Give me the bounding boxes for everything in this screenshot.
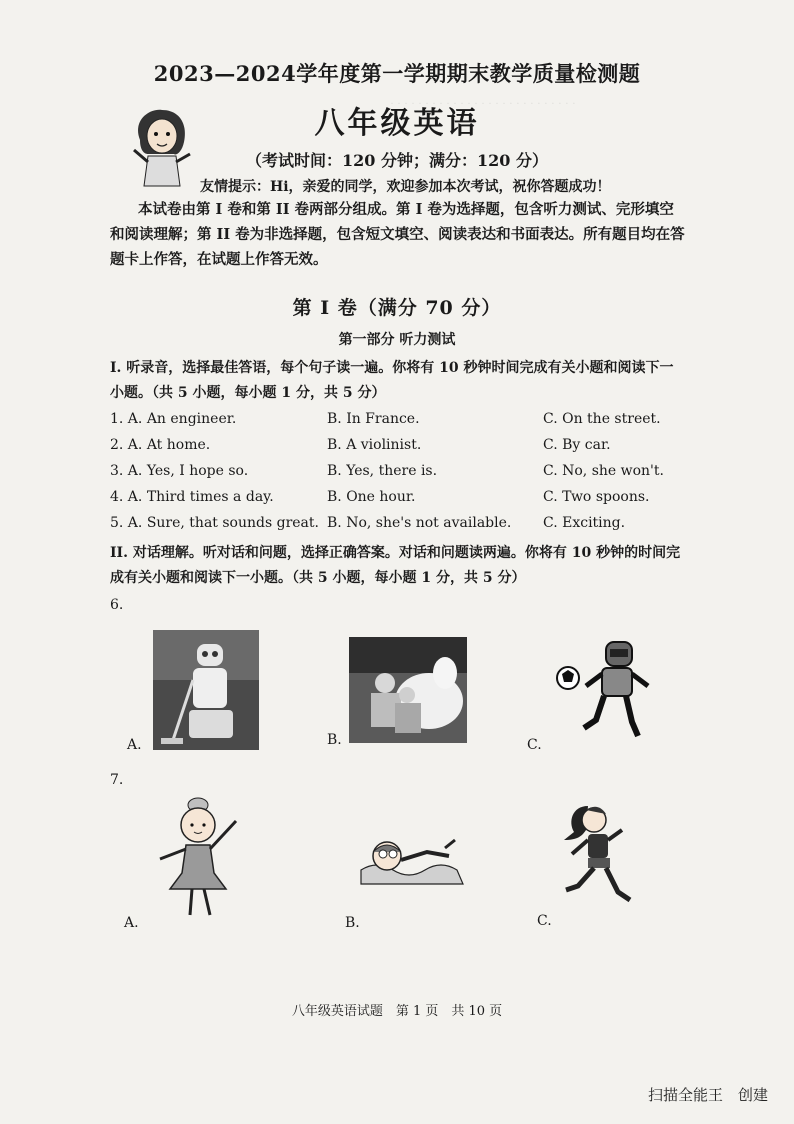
intro-line-1: 本试卷由第 I 卷和第 II 卷两部分组成。第 I 卷为选择题，包含听力测试、完形填空 [138, 201, 674, 218]
q6-label-c: C. [527, 737, 542, 753]
section2-instruction-line-2: 成有关小题和阅读下一小题。（共 5 小题，每小题 1 分，共 5 分） [110, 570, 526, 586]
q1-option-a: 1. A. An engineer. [110, 411, 237, 427]
robot-cleaning-photo [153, 630, 259, 750]
running-girl-illustration [558, 800, 638, 910]
part-title: 第一部分 听力测试 [338, 332, 456, 348]
q1-option-c: C. On the street. [543, 411, 661, 427]
q2-option-c: C. By car. [543, 437, 611, 453]
q4-option-b: B. One hour. [327, 489, 416, 505]
q2-option-a: 2. A. At home. [110, 437, 211, 453]
q5-option-a: 5. A. Sure, that sounds great. [110, 515, 319, 531]
q6-label-a: A. [127, 737, 142, 753]
scanner-watermark: 扫描全能王 创建 [647, 1086, 768, 1104]
section1-instruction-line-1: I. 听录音，选择最佳答语，每个句子读一遍。你将有 10 秒钟时间完成有关小题和阅读下一 [110, 360, 674, 376]
dancing-girl-illustration [152, 795, 244, 925]
question-6-number: 6. [110, 597, 124, 613]
robot-soccer-illustration [556, 636, 654, 746]
page-footer: 八年级英语试题 第 1 页 共 10 页 [291, 1004, 503, 1019]
volume-title: 第 I 卷（满分 70 分） [292, 297, 502, 319]
swimming-boy-illustration [357, 830, 467, 888]
q7-label-c: C. [537, 913, 552, 929]
q4-option-c: C. Two spoons. [543, 489, 650, 505]
section1-instruction-line-2: 小题。（共 5 小题，每小题 1 分，共 5 分） [110, 385, 386, 401]
q5-option-c: C. Exciting. [543, 515, 626, 531]
q3-option-c: C. No, she won't. [543, 463, 664, 479]
q7-label-a: A. [124, 915, 139, 931]
q5-option-b: B. No, she's not available. [327, 515, 512, 531]
intro-line-2: 和阅读理解；第 II 卷为非选择题，包含短文填空、阅读表达和书面表达。所有题目均在答 [110, 226, 685, 243]
q1-option-b: B. In France. [327, 411, 420, 427]
intro-line-3: 题卡上作答，在试题上作答无效。 [110, 251, 328, 268]
q3-option-a: 3. A. Yes, I hope so. [110, 463, 249, 479]
people-animal-photo [349, 637, 467, 743]
section2-instruction-line-1: II. 对话理解。听对话和问题，选择正确答案。对话和问题读两遍。你将有 10 秒钟的时间完 [110, 545, 681, 561]
exam-info: （考试时间：120 分钟；满分：120 分） [246, 151, 548, 170]
q6-label-b: B. [327, 732, 342, 748]
q2-option-b: B. A violinist. [327, 437, 422, 453]
q3-option-b: B. Yes, there is. [327, 463, 438, 479]
subject-title: 八年级英语 [314, 106, 480, 141]
q4-option-a: 4. A. Third times a day. [110, 489, 274, 505]
friendly-tip: 友情提示：Hi，亲爱的同学，欢迎参加本次考试，祝你答题成功！ [200, 179, 611, 195]
q7-label-b: B. [345, 915, 360, 931]
bleed-through-text: · · · · · · · · · · · · · · · · · · · · · · · · · · · [390, 96, 576, 110]
question-7-number: 7. [110, 772, 124, 788]
exam-title: 2023—2024学年度第一学期期末教学质量检测题 [153, 61, 641, 86]
